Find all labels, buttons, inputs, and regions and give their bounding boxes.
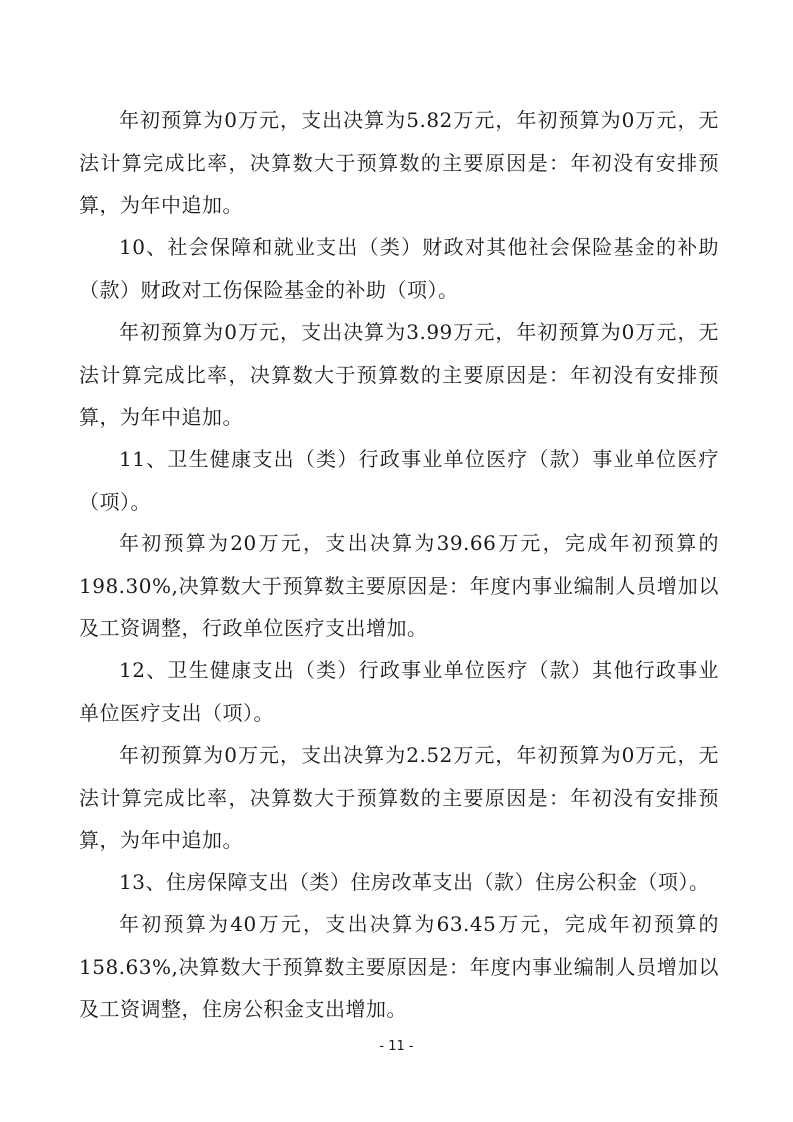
paragraph-2: 10、社会保障和就业支出（类）财政对其他社会保险基金的补助（款）财政对工伤保险基金的补助（项）。 [79, 235, 719, 302]
paragraph-5: 年初预算为20万元，支出决算为39.66万元，完成年初预算的198.30%,决算数大于预算数主要原因是：年度内事业编制人员增加以及工资调整，行政单位医疗支出增加。 [79, 531, 719, 640]
paragraph-9: 年初预算为40万元，支出决算为63.45万元，完成年初预算的158.63%,决算数大于预算数主要原因是：年度内事业编制人员增加以及工资调整，住房公积金支出增加。 [79, 912, 719, 1021]
paragraph-1: 年初预算为0万元，支出决算为5.82万元，年初预算为0万元，无法计算完成比率，决算数大于预算数的主要原因是：年初没有安排预算，为年中追加。 [79, 108, 719, 217]
paragraph-6: 12、卫生健康支出（类）行政事业单位医疗（款）其他行政事业单位医疗支出（项）。 [79, 658, 719, 725]
page-number: - 11 - [379, 1039, 414, 1054]
paragraph-7: 年初预算为0万元，支出决算为2.52万元，年初预算为0万元，无法计算完成比率，决算数大于预算数的主要原因是：年初没有安排预算，为年中追加。 [79, 743, 719, 852]
paragraph-4: 11、卫生健康支出（类）行政事业单位医疗（款）事业单位医疗（项）。 [79, 447, 719, 514]
paragraph-8: 13、住房保障支出（类）住房改革支出（款）住房公积金（项）。 [119, 870, 710, 894]
paragraph-3: 年初预算为0万元，支出决算为3.99万元，年初预算为0万元，无法计算完成比率，决算数大于预算数的主要原因是：年初没有安排预算，为年中追加。 [79, 320, 719, 429]
